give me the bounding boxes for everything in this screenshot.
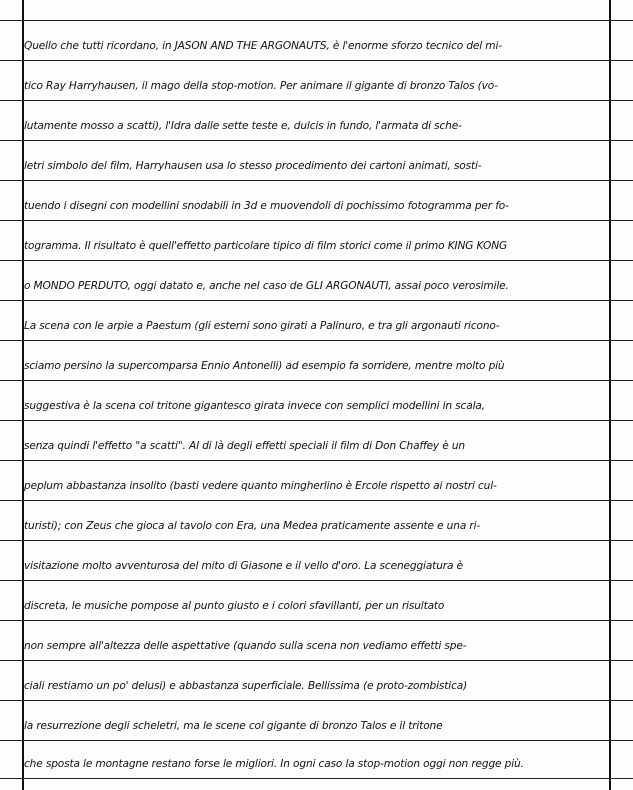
text-line-10: suggestiva è la scena col tritone gigantesco girata invece con semplici modellini in scala, xyxy=(24,400,485,412)
ruled-line xyxy=(0,660,633,661)
text-line-3: lutamente mosso a scatti), l'Idra dalle sette teste e, dulcis in fundo, l'armata di sche- xyxy=(24,120,462,132)
text-line-17: ciali restiamo un po' delusi) e abbastanza superficiale. Bellissima (e proto-zombistica) xyxy=(24,680,468,692)
text-line-12: peplum abbastanza insolito (basti vedere quanto mingherlino è Ercole rispetto ai nostri cul- xyxy=(24,480,497,492)
ruled-line xyxy=(0,380,633,381)
ruled-line xyxy=(0,420,633,421)
ruled-line xyxy=(0,740,633,741)
ruled-line xyxy=(0,460,633,461)
ruled-line xyxy=(0,700,633,701)
ruled-line xyxy=(0,340,633,341)
ruled-line xyxy=(0,100,633,101)
ruled-line xyxy=(0,500,633,501)
text-line-16: non sempre all'altezza delle aspettative (quando sulla scena non vediamo effetti spe- xyxy=(24,640,467,652)
text-line-18: la resurrezione degli scheletri, ma le scene col gigante di bronzo Talos e il tritone xyxy=(24,720,443,732)
ruled-line xyxy=(0,620,633,621)
ruled-line xyxy=(0,580,633,581)
text-line-13: turisti); con Zeus che gioca al tavolo con Era, una Medea praticamente assente e una ri- xyxy=(24,520,481,532)
ruled-line xyxy=(0,20,633,21)
text-line-11: senza quindi l'effetto "a scatti". Al di là degli effetti speciali il film di Don Chaffey è un xyxy=(24,440,465,452)
text-line-7: o MONDO PERDUTO, oggi datato e, anche nel caso de GLI ARGONAUTI, assai poco verosimile. xyxy=(24,280,509,292)
text-line-14: visitazione molto avventurosa del mito di Giasone e il vello d'oro. La sceneggiatura è xyxy=(24,560,463,572)
text-line-4: letri simbolo del film, Harryhausen usa lo stesso procedimento dei cartoni animati, sosti- xyxy=(24,160,482,172)
text-line-8: La scena con le arpie a Paestum (gli esterni sono girati a Palinuro, e tra gli argonauti ricono- xyxy=(24,320,500,332)
ruled-line xyxy=(0,300,633,301)
text-line-15: discreta, le musiche pompose al punto giusto e i colori sfavillanti, per un risultato xyxy=(24,600,445,612)
left-margin-line xyxy=(22,0,24,790)
ruled-line xyxy=(0,180,633,181)
right-margin-line xyxy=(609,0,611,790)
text-line-5: tuendo i disegni con modellini snodabili in 3d e muovendoli di pochissimo fotogramma per fo- xyxy=(24,200,509,212)
ruled-line xyxy=(0,540,633,541)
text-line-9: sciamo persino la supercomparsa Ennio Antonelli) ad esempio fa sorridere, mentre molto più xyxy=(24,360,505,372)
ruled-line xyxy=(0,60,633,61)
text-line-19: che sposta le montagne restano forse le migliori. In ogni caso la stop-motion oggi non regge più. xyxy=(24,758,524,770)
ruled-line xyxy=(0,140,633,141)
ruled-line xyxy=(0,260,633,261)
text-line-1: Quello che tutti ricordano, in JASON AND THE ARGONAUTS, è l'enorme sforzo tecnico del mi- xyxy=(24,40,502,52)
ruled-line xyxy=(0,220,633,221)
text-line-6: togramma. Il risultato è quell'effetto particolare tipico di film storici come il primo KING KONG xyxy=(24,240,508,252)
text-line-2: tico Ray Harryhausen, il mago della stop-motion. Per animare il gigante di bronzo Talos (vo- xyxy=(24,80,498,92)
ruled-line xyxy=(0,778,633,779)
